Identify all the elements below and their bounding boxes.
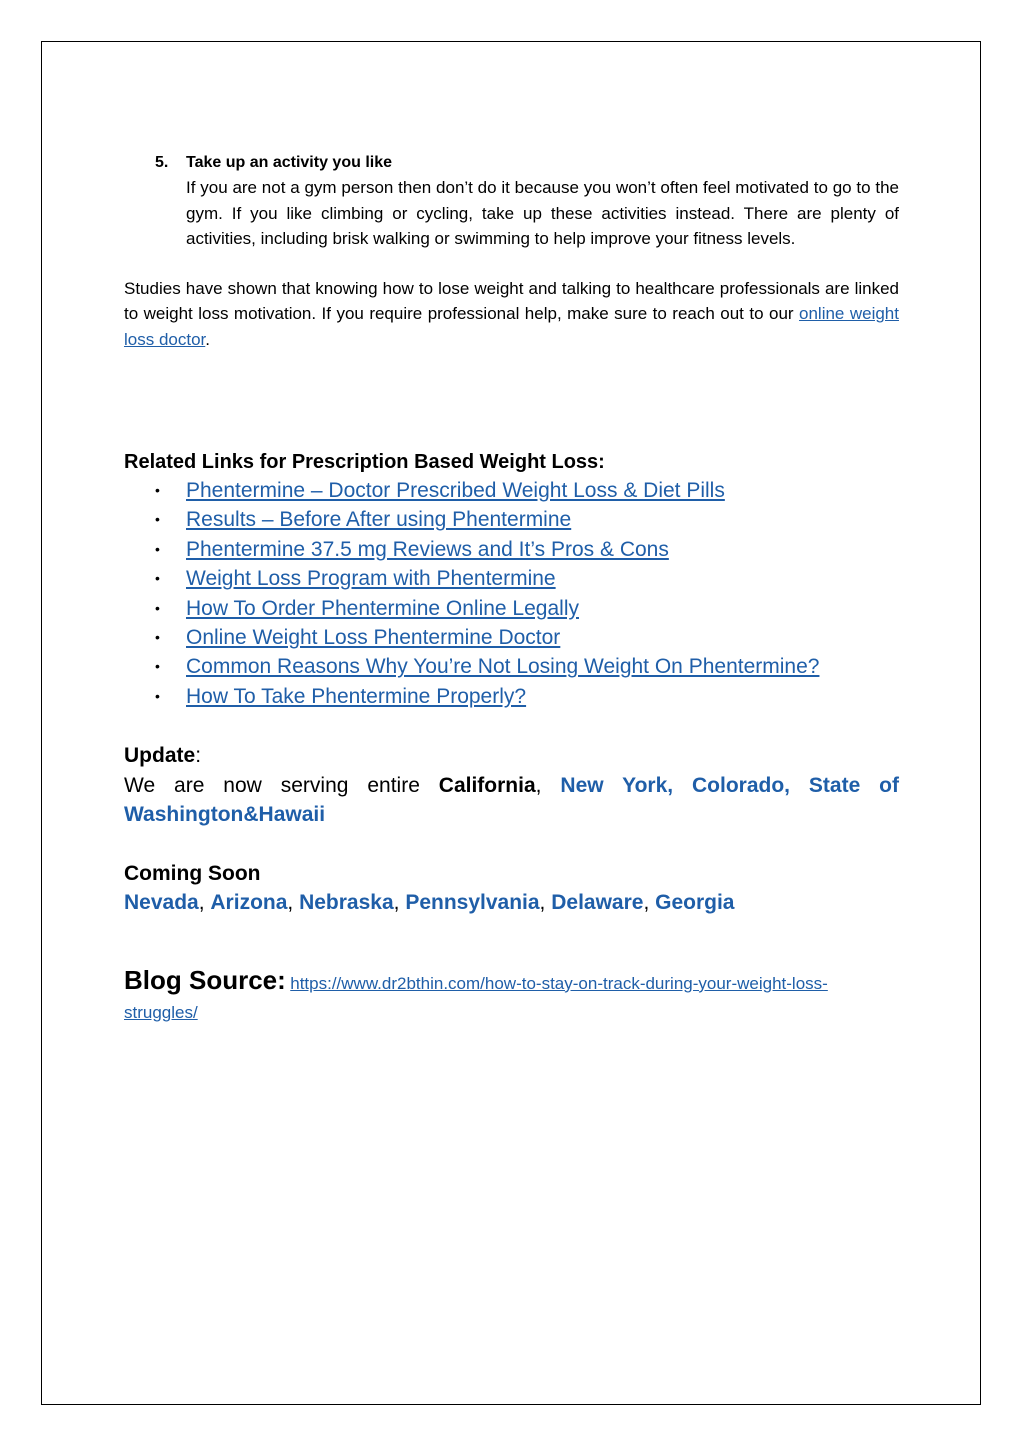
- california-label: California: [438, 773, 536, 797]
- list-number: 5.: [155, 154, 169, 171]
- bullet-icon: •: [155, 658, 160, 675]
- related-link[interactable]: How To Take Phentermine Properly?: [186, 684, 527, 708]
- state-name: Arizona: [210, 891, 288, 915]
- list-item: [124, 623, 899, 652]
- related-link[interactable]: Weight Loss Program with Phentermine: [186, 567, 556, 591]
- bullet-icon: •: [155, 482, 160, 498]
- update-text: [124, 771, 899, 830]
- bullet-icon: •: [155, 599, 160, 616]
- document-content: [124, 150, 899, 1028]
- separator: ,: [198, 891, 211, 915]
- list-item-text: If you are not a gym person then don’t do it because you won’t often feel motivated to go to the gym. If you like climbing or cycling, take up these activities instead. There are plenty of activities, including brisk walking or swimming to help improve your fitness levels.: [186, 178, 899, 248]
- update-prefix: We are now serving entire: [124, 773, 439, 797]
- state-name: Pennsylvania: [405, 891, 540, 915]
- related-links-list: [124, 476, 899, 711]
- paragraph-end: .: [205, 329, 210, 349]
- blog-source-label: Blog Source:: [124, 964, 286, 995]
- coming-soon-heading: Coming Soon: [124, 861, 261, 885]
- list-item: [124, 652, 899, 681]
- list-item: [124, 682, 899, 711]
- bullet-icon: •: [155, 570, 160, 587]
- coming-soon-states: [124, 888, 899, 918]
- numbered-list-item: [124, 150, 899, 252]
- related-link[interactable]: Phentermine – Doctor Prescribed Weight Loss & Diet Pills: [186, 479, 725, 502]
- motivation-paragraph: [124, 276, 899, 353]
- update-separator: ,: [535, 773, 561, 797]
- bullet-icon: •: [155, 629, 160, 646]
- related-link[interactable]: Common Reasons Why You’re Not Losing Weight On Phentermine?: [186, 655, 820, 679]
- update-heading-line: [124, 741, 899, 771]
- blog-source: [124, 966, 899, 1028]
- state-name: Nebraska: [299, 891, 394, 915]
- list-item: [124, 564, 899, 593]
- state-name: Delaware: [551, 891, 644, 915]
- bullet-icon: •: [155, 687, 160, 704]
- separator: ,: [393, 891, 406, 915]
- bullet-icon: •: [155, 540, 160, 557]
- list-item: [124, 476, 899, 505]
- separator: ,: [287, 891, 300, 915]
- related-link[interactable]: How To Order Phentermine Online Legally: [186, 596, 579, 620]
- separator: ,: [643, 891, 656, 915]
- related-link[interactable]: Phentermine 37.5 mg Reviews and It’s Pros & Cons: [186, 537, 669, 561]
- list-item: [124, 535, 899, 564]
- paragraph-text: Studies have shown that knowing how to lose weight and talking to healthcare professionals are linked to weight loss motivation. If you require professional help, make sure to reach out to our: [124, 278, 899, 323]
- separator: ,: [539, 891, 552, 915]
- blog-source-link[interactable]: https://www.dr2bthin.com/how-to-stay-on-track-during-your-weight-loss-struggles/: [124, 973, 828, 1022]
- related-links-heading: Related Links for Prescription Based Weight Loss:: [124, 451, 605, 473]
- online-doctor-link[interactable]: online weight loss doctor: [124, 304, 899, 349]
- state-name: Georgia: [655, 891, 735, 915]
- related-link[interactable]: Results – Before After using Phentermine: [186, 508, 572, 532]
- served-states: New York, Colorado, State of Washington&Hawaii: [124, 773, 899, 827]
- bullet-icon: •: [155, 511, 160, 528]
- list-item-title: Take up an activity you like: [186, 154, 392, 171]
- update-colon: :: [195, 744, 202, 768]
- state-name: Nevada: [124, 891, 199, 915]
- related-link[interactable]: Online Weight Loss Phentermine Doctor: [186, 626, 561, 650]
- list-item: [124, 505, 899, 534]
- update-heading: Update: [124, 744, 196, 768]
- list-item: [124, 594, 899, 623]
